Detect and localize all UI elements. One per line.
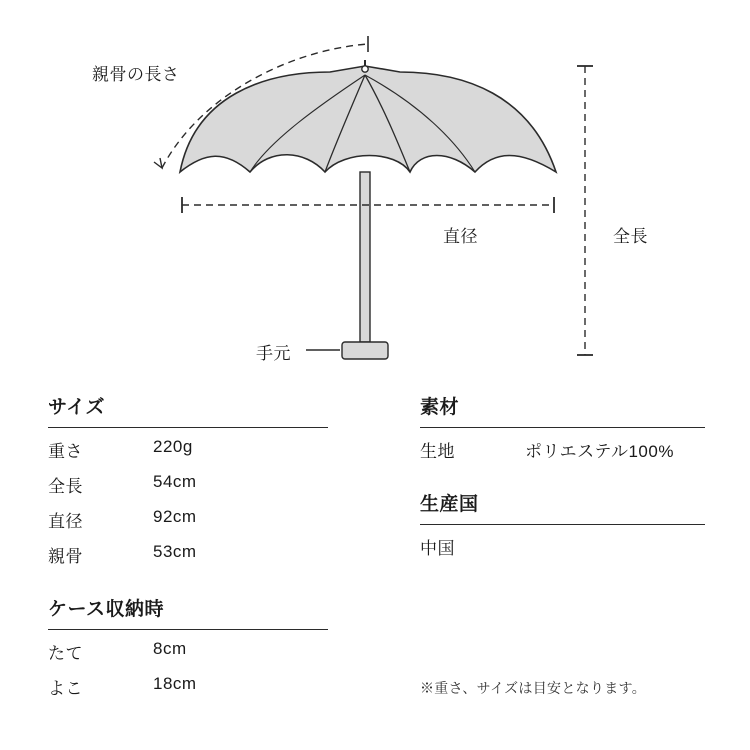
table-row	[48, 634, 328, 669]
section-gap	[48, 572, 328, 594]
row-key: たて	[48, 644, 83, 663]
table-row	[48, 467, 328, 502]
umbrella-handle	[342, 342, 388, 359]
table-row	[48, 502, 328, 537]
row-value: 53cm	[153, 542, 197, 561]
material-spec-table	[420, 432, 705, 467]
row-value: 92cm	[153, 507, 197, 526]
row-key: 親骨	[48, 547, 83, 566]
row-key: よこ	[48, 679, 83, 698]
size-section-title: サイズ	[48, 397, 105, 418]
label-total-length: 全長	[613, 227, 648, 246]
case-section-title: ケース収納時	[48, 599, 165, 620]
material-section-rule	[420, 427, 705, 428]
row-key: 中国	[420, 539, 455, 558]
umbrella-shaft	[360, 172, 370, 342]
row-value: 18cm	[153, 674, 197, 693]
row-value: 54cm	[153, 472, 197, 491]
label-handle: 手元	[256, 344, 291, 363]
row-key: 生地	[420, 442, 455, 461]
table-row	[420, 432, 705, 467]
table-row	[48, 432, 328, 467]
row-key: 全長	[48, 477, 83, 496]
row-value: ポリエステル100%	[525, 442, 674, 461]
canopy-tip-ring	[362, 66, 368, 72]
size-spec-table	[48, 432, 328, 572]
row-value: 220g	[153, 437, 193, 456]
row-key: 重さ	[48, 442, 83, 461]
case-section-rule	[48, 629, 328, 630]
section-gap	[420, 467, 705, 489]
row-value: 8cm	[153, 639, 187, 658]
rib-length-arrow-start	[154, 158, 162, 168]
row-key: 直径	[48, 512, 83, 531]
label-diameter: 直径	[443, 227, 478, 246]
case-spec-table	[48, 634, 328, 704]
country-section-rule	[420, 524, 705, 525]
table-row	[48, 669, 328, 704]
table-row	[48, 537, 328, 572]
size-section-rule	[48, 427, 328, 428]
disclaimer-note: ※重さ、サイズは目安となります。	[420, 680, 646, 696]
canopy-shape	[180, 66, 556, 172]
left-spec-column	[48, 392, 328, 704]
country-section-title: 生産国	[420, 494, 479, 515]
country-spec-table	[420, 529, 705, 564]
right-spec-column	[420, 392, 705, 564]
table-row	[420, 529, 705, 564]
material-section-title: 素材	[420, 397, 460, 418]
row-value	[525, 529, 705, 564]
label-rib-length: 親骨の長さ	[92, 65, 180, 84]
